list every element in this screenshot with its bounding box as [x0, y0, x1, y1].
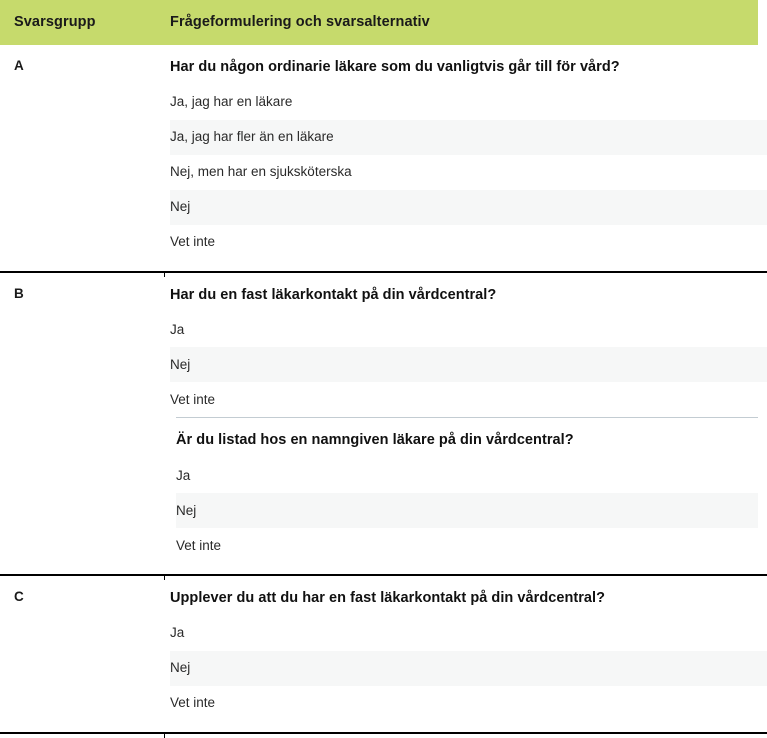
- answer-option-row: Ja: [176, 467, 191, 483]
- column-rule-tick: [164, 271, 165, 277]
- answer-option-row: Nej: [170, 651, 767, 686]
- question-block: [170, 45, 767, 260]
- question-block: [176, 417, 758, 563]
- table-header-row: [0, 0, 758, 45]
- answer-option-row: Ja: [170, 322, 185, 338]
- answer-option-row: Ja, jag har fler än en läkare: [170, 120, 767, 155]
- section-spacer: [170, 260, 767, 271]
- answer-group-section: [0, 45, 767, 271]
- answer-option-row: Ja, jag har en läkare: [170, 94, 293, 110]
- answer-option-row: Ja: [170, 625, 185, 641]
- answer-option-row: Vet inte: [170, 695, 216, 711]
- group-cell: [0, 45, 170, 271]
- group-letter: A: [14, 58, 24, 73]
- section-spacer: [170, 563, 767, 574]
- answer-option-list: [170, 85, 767, 260]
- table-body: [0, 45, 767, 732]
- column-header-frageformulering: Frågeformulering och svarsalternativ: [170, 14, 430, 31]
- question-text: Är du listad hos en namngiven läkare på din vårdcentral?: [176, 432, 574, 449]
- answer-option-row: Vet inte: [170, 234, 216, 250]
- answer-option-row: Vet inte: [176, 537, 222, 553]
- question-text: Har du någon ordinarie läkare som du vanligtvis går till för vård?: [170, 59, 620, 75]
- group-cell: [0, 273, 170, 574]
- questions-cell: [170, 45, 767, 271]
- answer-option-list: [170, 312, 767, 417]
- answer-option-row: Nej: [176, 493, 758, 528]
- answer-option-row: Vet inte: [170, 392, 216, 408]
- answer-option-row: Nej: [170, 347, 767, 382]
- column-rule-tick: [164, 574, 165, 580]
- group-cell: [0, 576, 170, 732]
- column-rule-tick: [164, 732, 165, 738]
- question-text: Upplever du att du har en fast läkarkontakt på din vårdcentral?: [170, 590, 606, 607]
- question-block: [170, 576, 767, 721]
- answer-option-row: Nej, men har en sjuksköterska: [170, 164, 352, 180]
- table-bottom-rule: [0, 732, 767, 734]
- answer-option-list: [170, 616, 767, 721]
- question-text: Har du en fast läkarkontakt på din vårdcentral?: [170, 286, 497, 303]
- answer-option-list: [176, 458, 758, 563]
- answer-group-section: [0, 271, 767, 574]
- question-block: [170, 273, 767, 418]
- section-spacer: [170, 721, 767, 732]
- group-letter: B: [14, 285, 24, 301]
- answer-option-row: Nej: [170, 190, 767, 225]
- questions-cell: [170, 576, 767, 732]
- answer-group-section: [0, 574, 767, 732]
- questions-cell: [170, 273, 767, 574]
- column-header-svarsgrupp: Svarsgrupp: [14, 14, 96, 31]
- group-letter: C: [14, 589, 24, 605]
